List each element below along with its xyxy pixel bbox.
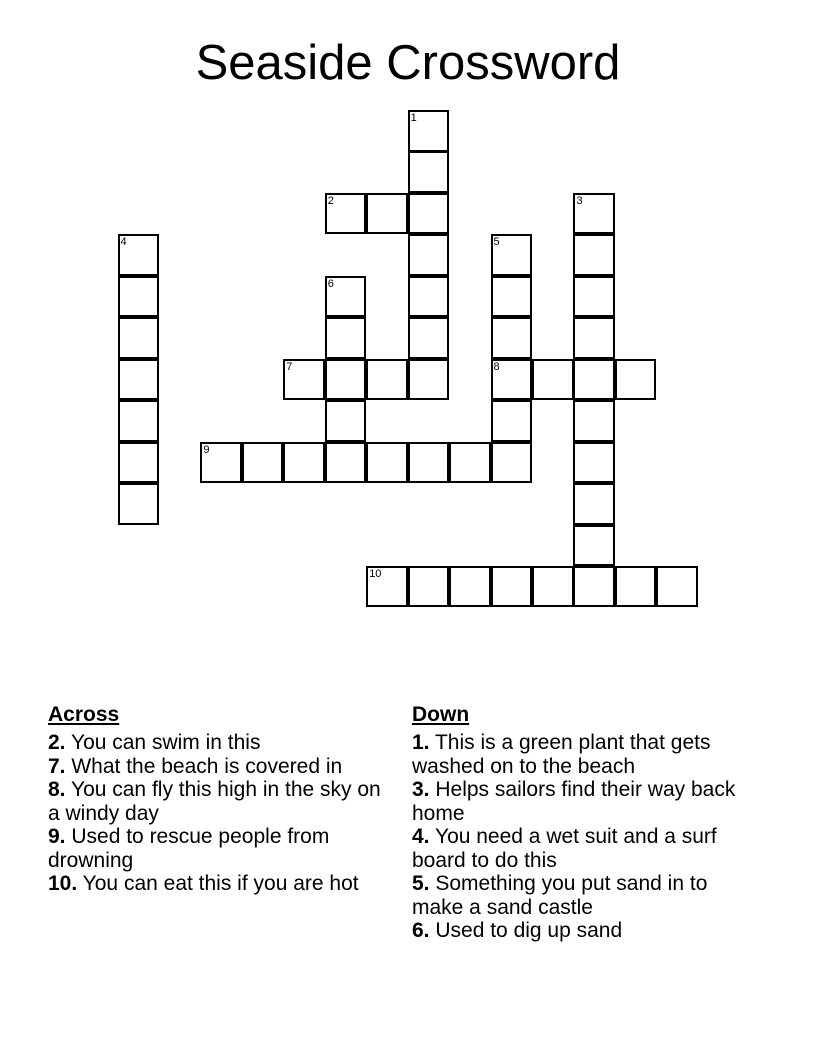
grid-cell[interactable] (118, 276, 160, 318)
grid-cell[interactable] (573, 317, 615, 359)
clue-number: 3. (412, 778, 430, 801)
grid-cell[interactable] (325, 276, 367, 318)
grid-cell[interactable] (408, 317, 450, 359)
grid-cell[interactable] (408, 359, 450, 401)
clue-number: 7 (286, 360, 293, 373)
grid-cell[interactable] (573, 276, 615, 318)
clue-number: 2 (327, 194, 334, 207)
across-clue (48, 825, 388, 872)
grid-cell[interactable] (325, 193, 367, 235)
clue-number: 8. (48, 778, 66, 801)
grid-cell[interactable] (118, 483, 160, 525)
across-clue (48, 755, 388, 779)
grid-cell[interactable] (491, 276, 533, 318)
down-clue (412, 872, 742, 919)
clue-number: 6. (412, 919, 430, 942)
clue-text: Used to dig up sand (435, 919, 623, 942)
down-heading: Down (412, 703, 470, 726)
grid-cell[interactable] (408, 442, 450, 484)
grid-cell[interactable] (615, 566, 657, 608)
down-clues (412, 703, 742, 943)
grid-cell[interactable] (118, 234, 160, 276)
across-clue (48, 872, 388, 896)
clue-text: You need a wet suit and a surf board to do this (412, 825, 717, 872)
down-clue (412, 919, 742, 943)
across-clue (48, 778, 388, 825)
grid-cell[interactable] (366, 566, 408, 608)
grid-cell[interactable] (366, 193, 408, 235)
grid-cell[interactable] (283, 442, 325, 484)
clue-number: 9 (203, 443, 210, 456)
grid-cell[interactable] (573, 442, 615, 484)
grid-cell[interactable] (242, 442, 284, 484)
grid-cell[interactable] (118, 442, 160, 484)
grid-cell[interactable] (325, 442, 367, 484)
clue-text: Helps sailors find their way back home (412, 778, 736, 825)
clue-number: 1 (410, 112, 417, 124)
grid-cell[interactable] (118, 400, 160, 442)
clue-text: Used to rescue people from drowning (48, 825, 330, 872)
grid-cell[interactable] (491, 234, 533, 276)
grid-cell[interactable] (366, 359, 408, 401)
grid-cell[interactable] (200, 442, 242, 484)
grid-cell[interactable] (491, 317, 533, 359)
grid-cell[interactable] (408, 151, 450, 193)
grid-cell[interactable] (656, 566, 698, 608)
grid-cell[interactable] (325, 359, 367, 401)
grid-cell[interactable] (118, 317, 160, 359)
grid-cell[interactable] (408, 193, 450, 235)
clue-number: 6 (327, 277, 334, 290)
grid-cell[interactable] (366, 442, 408, 484)
grid-cell[interactable] (573, 193, 615, 235)
grid-cell[interactable] (532, 359, 574, 401)
down-clue (412, 778, 742, 825)
grid-cell[interactable] (491, 442, 533, 484)
clue-text: Something you put sand in to make a sand castle (412, 872, 708, 919)
grid-cell[interactable] (573, 234, 615, 276)
grid-cell[interactable] (325, 317, 367, 359)
grid-cell[interactable] (573, 525, 615, 567)
clue-text: You can fly this high in the sky on a windy day (48, 778, 381, 825)
grid-cell[interactable] (118, 359, 160, 401)
grid-cell[interactable] (325, 400, 367, 442)
grid-cell[interactable] (615, 359, 657, 401)
clue-number: 10 (369, 567, 382, 580)
across-clues (48, 703, 388, 896)
grid-cell[interactable] (532, 566, 574, 608)
clue-number: 8 (493, 360, 500, 373)
grid-cell[interactable] (408, 276, 450, 318)
page-title: Seaside Crossword (195, 36, 621, 90)
clue-number: 5. (412, 872, 430, 895)
grid-cell[interactable] (408, 234, 450, 276)
across-clue (48, 731, 388, 755)
grid-cell[interactable] (491, 359, 533, 401)
down-clue (412, 825, 742, 872)
clue-number: 9. (48, 825, 66, 848)
grid-cell[interactable] (573, 566, 615, 608)
down-clue (412, 731, 742, 778)
grid-cell[interactable] (449, 442, 491, 484)
across-heading: Across (48, 703, 120, 726)
grid-cell[interactable] (449, 566, 491, 608)
grid-cell[interactable] (408, 566, 450, 608)
clue-number: 2. (48, 731, 66, 754)
grid-cell[interactable] (491, 566, 533, 608)
clue-text: You can swim in this (70, 731, 261, 754)
clue-number: 10. (48, 872, 78, 895)
grid-cell[interactable] (573, 400, 615, 442)
clue-text: This is a green plant that gets washed on to the beach (412, 731, 711, 778)
grid-cell[interactable] (573, 359, 615, 401)
clue-number: 4. (412, 825, 430, 848)
clue-number: 1. (412, 731, 430, 754)
clue-text: What the beach is covered in (71, 754, 343, 778)
grid-cell[interactable] (573, 483, 615, 525)
grid-cell[interactable] (491, 400, 533, 442)
grid-cell[interactable] (408, 110, 450, 152)
clue-number: 5 (493, 236, 500, 249)
clue-number: 7. (48, 754, 66, 778)
clue-number: 3 (576, 194, 583, 207)
grid-cell[interactable] (283, 359, 325, 401)
clue-text: You can eat this if you are hot (82, 872, 359, 895)
clue-number: 4 (120, 236, 127, 249)
